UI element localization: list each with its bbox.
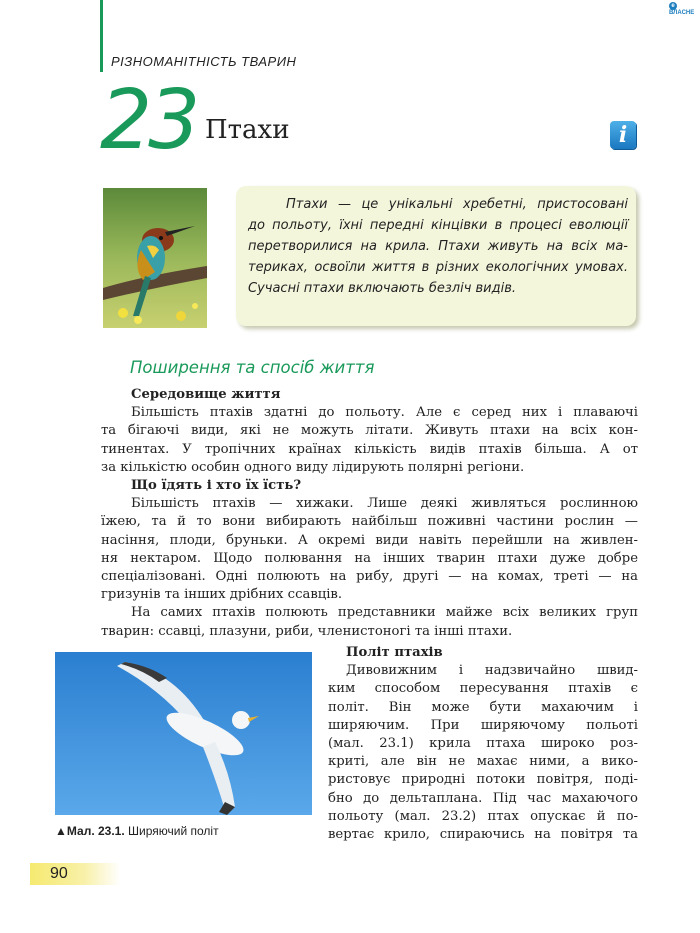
paragraph-line: бно до дельтаплана. Під час махаючого <box>328 790 638 806</box>
paragraph-line: політ. Він може бути махаючим і <box>328 699 638 715</box>
chapter-number: 23 <box>100 73 197 168</box>
bee-eater-photo <box>103 188 207 328</box>
paragraph-line: польоту (мал. 23.2) птах опускає й по- <box>328 808 638 824</box>
publisher-logo: e ВЛАСНЕ <box>669 3 695 16</box>
section-title: РІЗНОМАНІТНІСТЬ ТВАРИН <box>111 54 297 69</box>
paragraph-line: спеціалізовані. Одні полюють на рибу, другі — на комах, треті — на <box>101 569 638 585</box>
paragraph-line: ким способом пересування птахів є <box>328 681 638 697</box>
paragraph-line: ристовує природні потоки повітря, поді- <box>328 772 638 788</box>
paragraph-line: ня нектаром. Щодо полювання на інших тварин птахи дуже добре <box>101 550 638 566</box>
section-heading: Поширення та спосіб життя <box>130 358 375 377</box>
intro-line: перетворилися на крила. Птахи живуть на всіх ма- <box>248 239 628 254</box>
header-accent-bar <box>100 0 103 72</box>
paragraph-line: тварин: ссавці, плазуни, риби, членистоногі та інші птахи. <box>101 623 513 639</box>
intro-text <box>248 194 628 299</box>
paragraph-line: гризунів та інших дрібних ссавців. <box>101 587 343 603</box>
food-heading: Що їдять і хто їх їсть? <box>131 478 302 494</box>
paragraph-line: Більшість птахів — хижаки. Лише деякі живляться рослинною <box>131 496 638 512</box>
paragraph-line: їжею, та й то вони вибирають найбільш поживні частини рослин — <box>101 514 638 530</box>
caption-text: Ширяючий політ <box>128 824 219 838</box>
paragraph-line: вертає крило, спираючись на повітря та <box>328 827 638 843</box>
paragraph-line: Дивовижним і надзвичайно швид- <box>346 663 638 679</box>
flight-heading: Політ птахів <box>346 645 443 660</box>
figure-caption <box>55 824 219 838</box>
chapter-title: Птахи <box>205 115 290 145</box>
paragraph-line: криті, але він не махає ними, а вико- <box>328 754 638 770</box>
main-text <box>101 386 638 641</box>
paragraph-line: тинентах. У тропічних країнах кількість видів птахів більша. А от <box>101 441 638 457</box>
page-number: 90 <box>50 865 68 882</box>
paragraph-line: та бігаючі види, які не можуть літати. Живуть птахи на всіх кон- <box>101 423 638 439</box>
info-icon[interactable]: i <box>610 121 636 149</box>
seagull-photo <box>55 652 312 815</box>
intro-line: териках, освоїли життя в різних екологічних умовах. <box>248 260 628 275</box>
caption-triangle-icon: ▲ <box>55 824 67 838</box>
flight-text <box>328 644 638 844</box>
caption-label: Мал. 23.1. <box>66 824 125 838</box>
habitat-heading: Середовище життя <box>131 387 281 402</box>
paragraph-line: На самих птахів полюють представники майже всіх великих груп <box>131 605 638 621</box>
paragraph-line: за кількістю особин одного виду лідирують полярні регіони. <box>101 459 525 475</box>
paragraph-line: Більшість птахів здатні до польоту. Але є серед них і плаваючі <box>131 405 638 421</box>
intro-line: до польоту, їхні передні кінцівки в процесі еволюції <box>248 218 628 233</box>
paragraph-line: (мал. 23.1) крила птаха широко роз- <box>328 736 638 752</box>
intro-line: Птахи — це унікальні хребетні, пристосовані <box>286 197 628 212</box>
paragraph-line: ширяючим. При ширяючому польоті <box>328 717 638 733</box>
page-number-band <box>30 863 120 885</box>
paragraph-line: насіння, плоди, бруньки. А окремі види навіть перейшли на живлен- <box>101 532 638 548</box>
logo-icon: e <box>669 2 677 10</box>
intro-line: Сучасні птахи включають безліч видів. <box>248 281 517 296</box>
